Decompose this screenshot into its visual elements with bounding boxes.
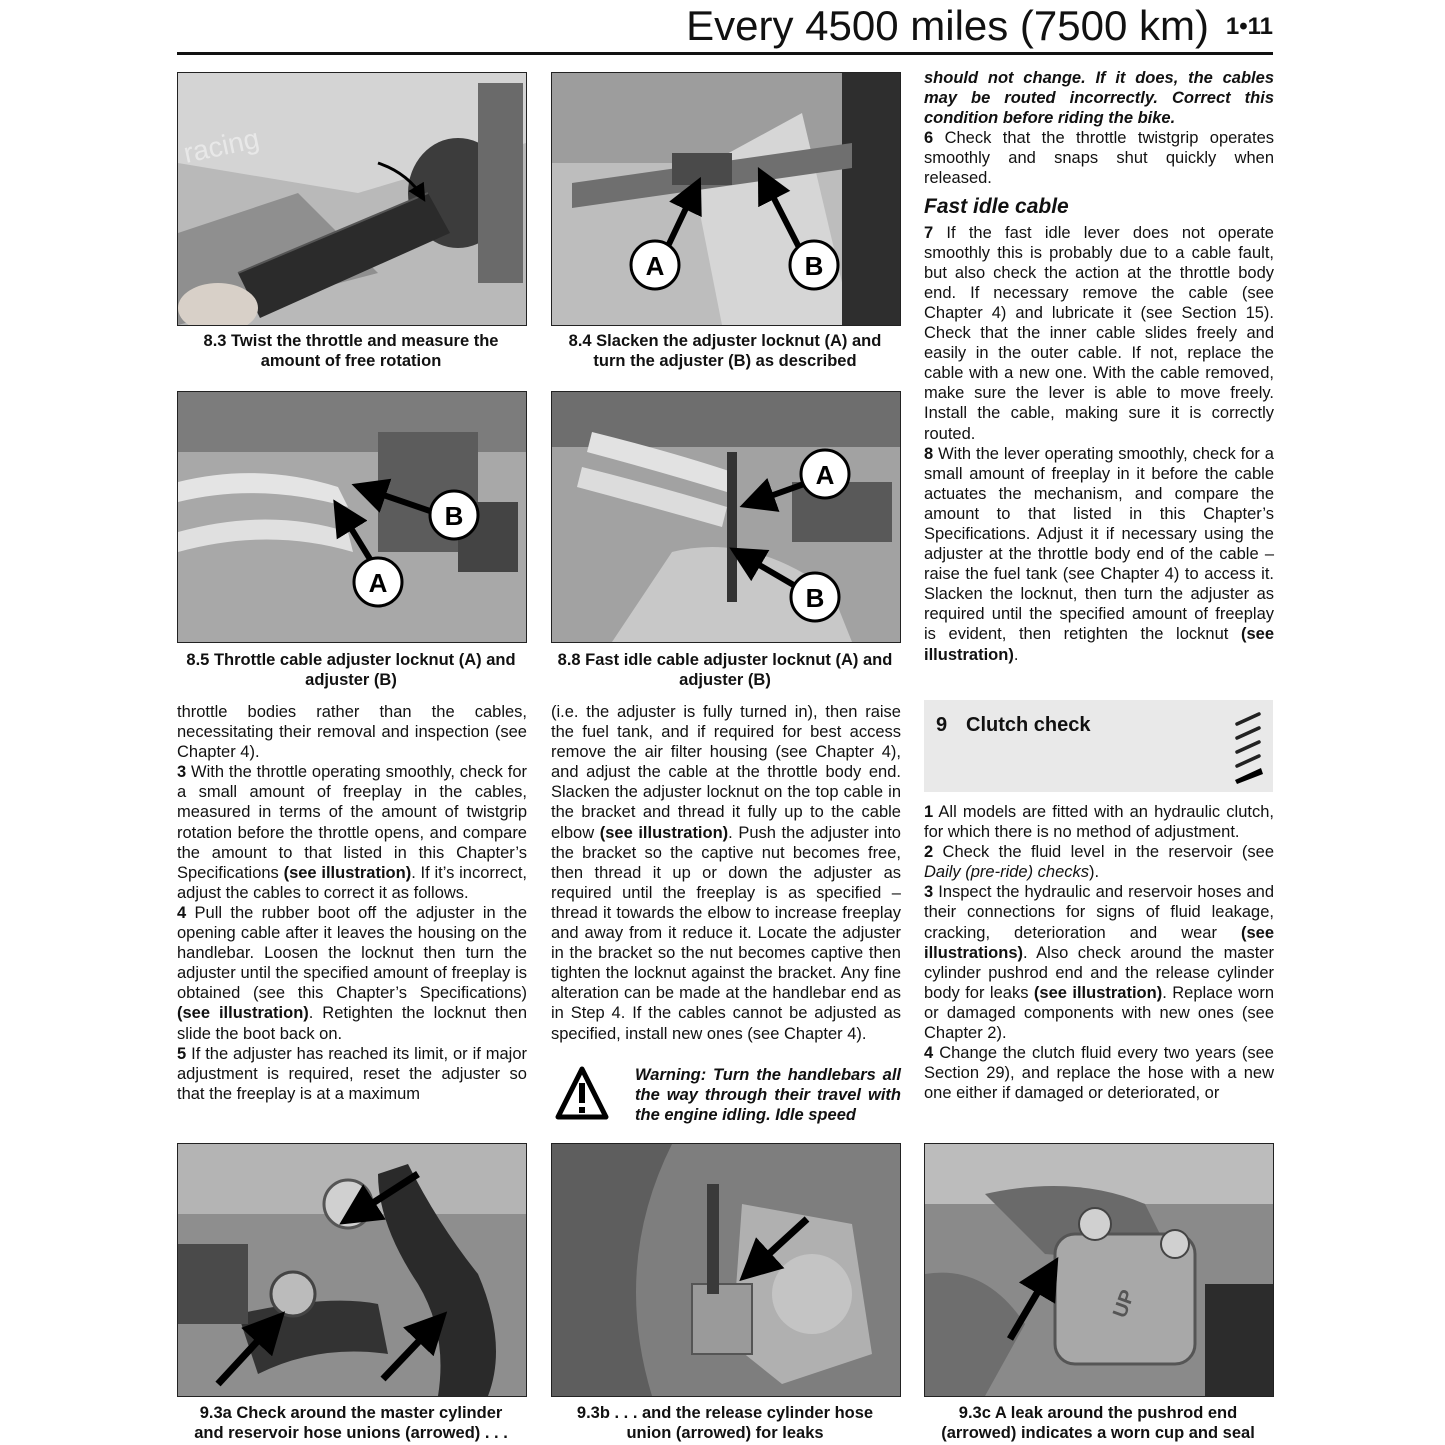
text-run: .: [1013, 645, 1019, 664]
text-column-2: [551, 702, 901, 1044]
paragraph-7: [924, 223, 1274, 444]
caption-8-4: [551, 331, 899, 371]
text-run: If the adjuster has reached its limit, or if major adjustment is required, reset the adjuster so that the freeplay is at a maximum: [177, 1044, 527, 1103]
step-number: 8: [924, 444, 934, 463]
text-column-3-clutch: [924, 802, 1274, 1103]
step-number: 4: [177, 903, 187, 922]
step-number: 3: [924, 883, 934, 902]
text-run: . Retighten the locknut then slide the boot back on.: [177, 1004, 527, 1043]
casting-up-mark: UP: [1109, 1287, 1140, 1321]
caption-9-3a: [177, 1403, 525, 1443]
caption-line: 8.4 Slacken the adjuster locknut (A) and: [568, 332, 882, 350]
step-number: 4: [924, 1044, 934, 1063]
label-b: B: [805, 583, 825, 613]
warning-triangle-icon: [555, 1065, 609, 1125]
caption-8-5: [177, 650, 525, 690]
paragraph-3: [177, 762, 527, 903]
caption-line: union (arrowed) for leaks: [626, 1424, 824, 1442]
warning-box: [551, 1065, 901, 1127]
label-a: A: [815, 460, 835, 490]
illustration-ref: (see illustration): [283, 863, 412, 882]
illustration-ref: (see illustration): [924, 625, 1274, 664]
text-run: If the fast idle lever does not operate smoothly this is probably due to a cable fault, but also check the action at the throttle body end. If necessary remove the cable (see Chapter 4) and lubricate it (see Section 15). Check that the inner cable slides freely and easily in the outer cable. If not, replace the cable with a new one. With the cable removed, make sure the lever is able to move freely. Install the cable, making sure it is correctly routed.: [924, 223, 1274, 443]
clutch-paragraph-4: [924, 1043, 1274, 1103]
page-header: [177, 0, 1273, 55]
clutch-paragraph-1: [924, 802, 1274, 842]
spanner-difficulty-icon: [1233, 708, 1265, 784]
paragraph-2-continued: throttle bodies rather than the cables, necessitating their removal and inspection (see Chapter 4).: [177, 703, 527, 762]
illustration-ref: (see illustrations): [924, 923, 1274, 962]
text-run: Inspect the hydraulic and reservoir hoses and their connections for signs of fluid leakage, cracking, deterioration and wear: [924, 883, 1274, 942]
label-b: B: [804, 251, 824, 281]
photo-9-3a-master-cylinder: [177, 1143, 527, 1397]
page-number: 1•11: [1225, 13, 1273, 40]
caption-line: 9.3b . . . and the release cylinder hose: [576, 1404, 874, 1422]
label-a: A: [368, 568, 388, 598]
step-number: 2: [924, 843, 934, 862]
illustration-ref: (see illustration): [177, 1004, 309, 1023]
step-number: 3: [177, 763, 187, 782]
page-title: Every 4500 miles (7500 km): [686, 2, 1209, 49]
clutch-paragraph-2: [924, 842, 1274, 882]
step-number: 5: [177, 1044, 187, 1063]
text-run: . Push the adjuster into the bracket so the captive nut becomes free, then thread it up or down the adjuster as required until the freeplay is as specified – thread it towards the elbow to increase freeplay and away from it reduce it. Locate the adjuster in the bracket so the nut becomes captive then tighten the locknut against the bracket. Any fine alteration can be made at the handlebar end as in Step 4. If the cables cannot be adjusted as specified, install new ones (see Chapter 4).: [551, 823, 901, 1043]
caption-line: and reservoir hose unions (arrowed) . . .: [194, 1424, 508, 1442]
label-a: A: [645, 251, 665, 281]
caption-9-3b: [551, 1403, 899, 1443]
photo-9-3c-pushrod-end: [924, 1143, 1274, 1397]
caption-line: amount of free rotation: [260, 352, 442, 370]
text-run: Check the fluid level in the reservoir (see: [933, 843, 1274, 862]
photo-8-8-fast-idle-adjuster: [551, 391, 901, 643]
section-heading-clutch-check: [924, 700, 1273, 792]
paragraph-5-continued: [551, 702, 901, 1044]
text-run: . Also check around the master cylinder pushrod end and the release cylinder body for leaks: [924, 943, 1274, 1002]
text-run: All models are fitted with an hydraulic clutch, for which there is no method of adjustment.: [924, 803, 1274, 842]
step-number: 7: [924, 223, 934, 242]
caption-8-3: [177, 331, 525, 371]
section-number: 9: [936, 714, 948, 736]
text-run: With the throttle operating smoothly, check for a small amount of freeplay in the cables, measured in terms of the amount of twistgrip rotation before the throttle opens, and compare the amount to that listed in this Chapter’s Specifications: [177, 763, 527, 882]
subheading-fast-idle-cable: Fast idle cable: [924, 194, 1069, 218]
warning-continued: should not change. If it does, the cables may be routed incorrectly. Correct this condition before riding the bike.: [924, 69, 1274, 128]
section-title: Clutch check: [966, 714, 1091, 736]
text-run-italic: Daily (pre-ride) checks: [924, 863, 1090, 882]
caption-line: 8.3 Twist the throttle and measure the: [203, 332, 499, 350]
photo-8-5-throttle-cable-adjuster: [177, 391, 527, 643]
text-column-1: [177, 702, 527, 1104]
step-number: 6: [924, 129, 934, 148]
text-run: Check that the throttle twistgrip operates smoothly and snaps shut quickly when released.: [924, 129, 1274, 188]
caption-line: 9.3a Check around the master cylinder: [199, 1404, 503, 1422]
caption-line: adjuster (B): [679, 671, 771, 689]
paragraph-4: [177, 903, 527, 1044]
text-run: (i.e. the adjuster is fully turned in), then raise the fuel tank, and if required for best access remove the air filter housing (see Chapter 4), and adjust the cable at the throttle body end. Slacken the adjuster locknut on the top cable in the bracket and thread it fully up to the cable elbow: [551, 703, 901, 842]
caption-8-8: [551, 650, 899, 690]
text-run: . Replace worn or damaged components with new ones (see Chapter 2).: [924, 983, 1274, 1043]
step-number: 1: [924, 803, 934, 821]
photo-8-4-adjuster-locknut: [551, 72, 901, 326]
illustration-ref: (see illustration): [599, 823, 729, 842]
illustration-ref: (see illustration): [1033, 983, 1163, 1002]
caption-line: 8.5 Throttle cable adjuster locknut (A) and: [186, 651, 516, 669]
caption-line: turn the adjuster (B) as described: [593, 352, 857, 370]
text-run: . If it’s incorrect, adjust the cables to correct it as follows.: [177, 863, 527, 902]
text-column-3: [924, 68, 1274, 665]
text-run: With the lever operating smoothly, check for a small amount of freeplay in it before the cable actuates the mechanism, and compare the amount to that listed in this Chapter’s Specifications. Adjust it if necessary using the adjuster at the throttle body end of the cable – raise the fuel tank (see Chapter 4) to access it. Slacken the locknut, then turn the adjuster as required until the specified amount of freeplay is evident, then retighten the locknut: [924, 444, 1274, 644]
fairing-decal-text: racing: [180, 122, 262, 169]
caption-line: (arrowed) indicates a worn cup and seal: [941, 1424, 1255, 1442]
caption-9-3c: [924, 1403, 1272, 1443]
text-run: Pull the rubber boot off the adjuster in the opening cable after it leaves the housing on the handlebar. Loosen the locknut then turn the adjuster until the specified amount of freeplay is obtained (see this Chapter’s Specifications): [177, 903, 527, 1003]
photo-8-3-throttle-grip: [177, 72, 527, 326]
photo-9-3b-release-cylinder: [551, 1143, 901, 1397]
label-b: B: [444, 501, 464, 531]
paragraph-5: [177, 1044, 527, 1104]
caption-line: 9.3c A leak around the pushrod end: [958, 1404, 1238, 1422]
clutch-paragraph-3: [924, 882, 1274, 1043]
caption-line: 8.8 Fast idle cable adjuster locknut (A) and: [557, 651, 893, 669]
paragraph-6: [924, 128, 1274, 188]
text-run: Change the clutch fluid every two years (see Section 29), and replace the hose with a new one either if damaged or deteriorated, or: [924, 1044, 1274, 1103]
text-run: ).: [1089, 863, 1100, 882]
caption-line: adjuster (B): [305, 671, 397, 689]
warning-text: Warning: Turn the handlebars all the way through their travel with the engine idling. Idle speed: [635, 1066, 901, 1125]
paragraph-8: [924, 444, 1274, 665]
